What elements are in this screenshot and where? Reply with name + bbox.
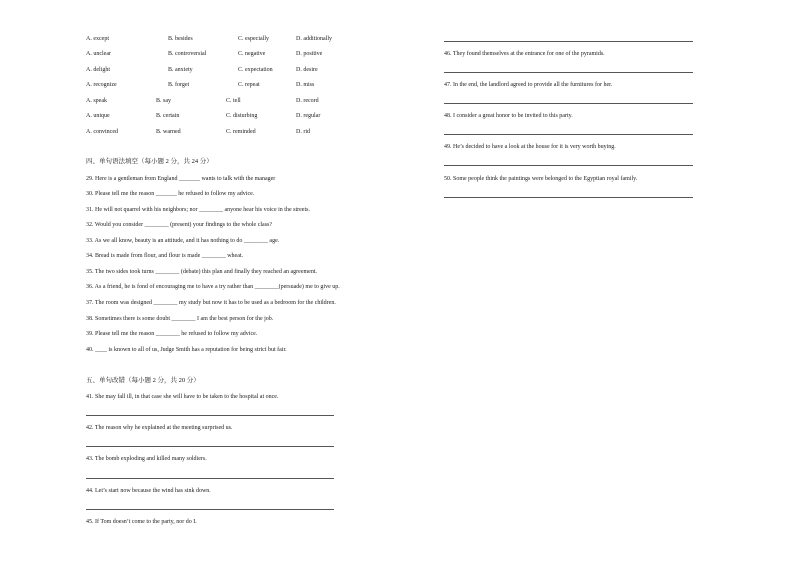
option-a: A. speak: [86, 98, 107, 104]
fill-item: 40. ____ is known to all of us, Judge Smith has a reputation for being strict but fair.: [86, 347, 287, 353]
option-b: B. forget: [168, 82, 190, 88]
fill-item: 32. Would you consider ________ (present) your findings to the whole class?: [86, 222, 273, 228]
section-5-heading: 五、单句改错（每小题 2 分，共 20 分）: [86, 377, 200, 384]
option-a: A. except: [86, 36, 109, 42]
option-c: C. negative: [238, 51, 266, 57]
option-b: B. anxiety: [168, 67, 193, 73]
option-d: D. rid: [296, 129, 310, 135]
option-c: C. disturbing: [226, 113, 258, 119]
correction-item: 47. In the end, the landlord agreed to provide all the furnitures for her.: [444, 82, 613, 88]
option-d: D. miss: [296, 82, 315, 88]
answer-line: [86, 509, 334, 510]
fill-item: 37. The room was designed ________ my study but now it has to be used as a bedroom for the children.: [86, 300, 336, 306]
answer-line: [444, 165, 693, 166]
option-c: C. expectation: [238, 67, 273, 73]
answer-line: [444, 41, 693, 42]
fill-item: 38. Sometimes there is some doubt ________ I am the best person for the job.: [86, 316, 274, 322]
option-d: D. record: [296, 98, 319, 104]
option-d: D. regular: [296, 113, 321, 119]
option-d: D. desire: [296, 67, 318, 73]
answer-line: [86, 415, 334, 416]
answer-line: [444, 134, 693, 135]
option-a: A. delight: [86, 67, 110, 73]
fill-item: 34. Bread is made from flour, and flour is made ________ wheat.: [86, 253, 244, 259]
option-d: D. additionally: [296, 36, 332, 42]
correction-item: 44. Let’s start now because the wind has sink down.: [86, 488, 211, 494]
option-b: B. besides: [168, 36, 193, 42]
answer-line: [444, 103, 693, 104]
correction-item: 50. Some people think the paintings were belonged to the Egyptian royal family.: [444, 176, 638, 182]
fill-item: 36. As a friend, he is fond of encouraging me to have a try rather than ________(persuade) me to give up.: [86, 284, 340, 290]
section-4-heading: 四、单句语法填空（每小题 2 分，共 24 分）: [86, 158, 213, 165]
option-c: C. repeat: [238, 82, 260, 88]
fill-item: 29. Here is a gentleman from England _______ wants to talk with the manager: [86, 176, 276, 182]
correction-item: 41. She may fall ill, in that case she will have to be taken to the hospital at once.: [86, 394, 279, 400]
option-a: A. unique: [86, 113, 110, 119]
correction-item: 42. The reason why he explained at the meeting surprised us.: [86, 425, 233, 431]
answer-line: [86, 478, 334, 479]
fill-item: 33. As we all know, beauty is an attitude, and it has nothing to do ________ age.: [86, 238, 280, 244]
correction-item: 45. If Tom doesn’t come to the party, nor do I.: [86, 519, 197, 525]
correction-item: 49. He’s decided to have a look at the house for it is very worth buying.: [444, 144, 616, 150]
option-b: B. controversial: [168, 51, 207, 57]
fill-item: 30. Please tell me the reason _______ he refused to follow my advice.: [86, 191, 255, 197]
fill-item: 31. He will not quarrel with his neighbors; nor ________ anyone hear his voice in the streets.: [86, 207, 310, 213]
fill-item: 39. Please tell me the reason ________ he refused to follow my advice.: [86, 331, 258, 337]
option-d: D. positive: [296, 51, 323, 57]
option-c: C. especially: [238, 36, 269, 42]
correction-item: 48. I consider a great honor to be invited to this party.: [444, 113, 573, 119]
answer-line: [444, 197, 693, 198]
fill-item: 35. The two sides took turns ________ (debate) this plan and finally they reached an agreement.: [86, 269, 317, 275]
option-a: A. convinced: [86, 129, 118, 135]
answer-line: [86, 446, 334, 447]
option-b: B. certain: [156, 113, 180, 119]
option-c: C. reminded: [226, 129, 256, 135]
answer-line: [444, 72, 693, 73]
option-b: B. say: [156, 98, 171, 104]
correction-item: 46. They found themselves at the entrance for one of the pyramids.: [444, 51, 605, 57]
option-a: A. unclear: [86, 51, 111, 57]
option-a: A. recognize: [86, 82, 117, 88]
option-b: B. warned: [156, 129, 181, 135]
option-c: C. tell: [226, 98, 241, 104]
correction-item: 43. The bomb exploding and killed many soldiers.: [86, 456, 207, 462]
